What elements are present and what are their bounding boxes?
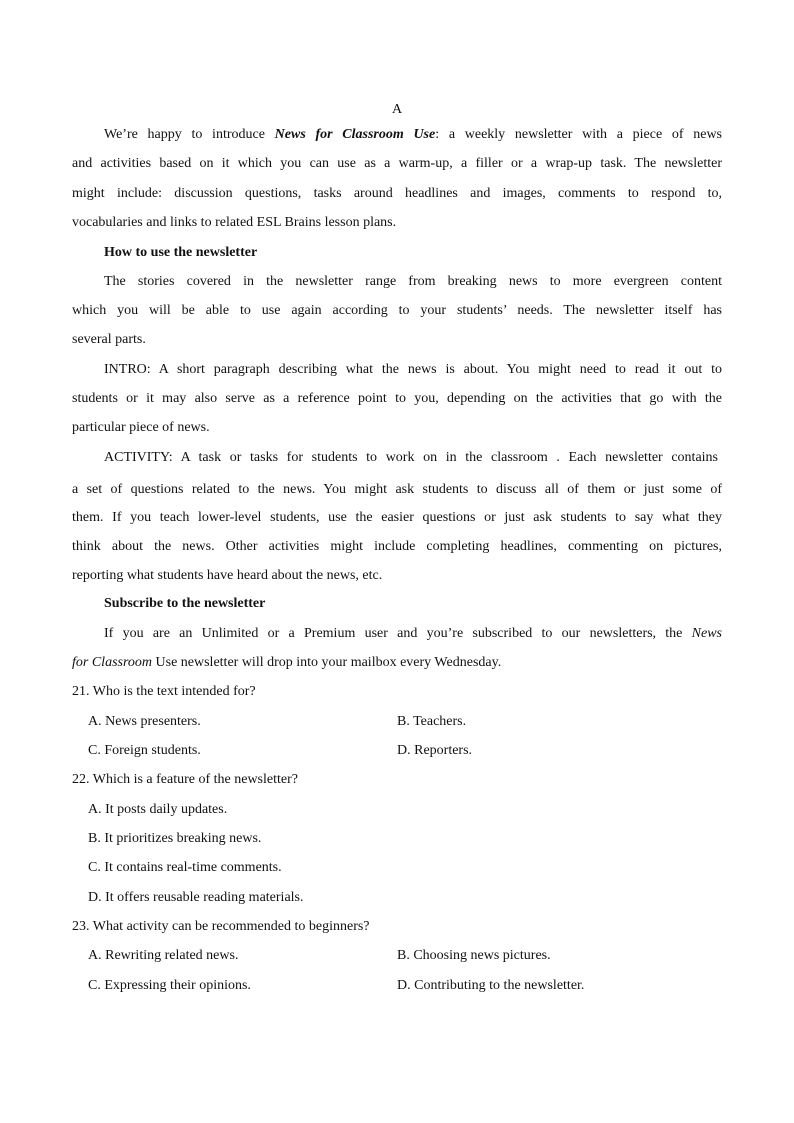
p2-line1: The stories covered in the newsletter range from breaking news to more evergreen content — [104, 274, 722, 289]
p5-line1-start: If you are an Unlimited or a Premium user and you’re subscribed to our newsletters, the — [104, 626, 683, 641]
p5-italic-news: News — [691, 626, 722, 641]
q22-option-c: C. It contains real-time comments. — [88, 860, 282, 875]
q23-option-a: A. Rewriting related news. — [88, 948, 239, 963]
question-21-stem: 21. Who is the text intended for? — [72, 684, 256, 699]
p5-italic-for-classroom: for Classroom — [72, 655, 153, 670]
p4-line2: a set of questions related to the news. You might ask students to discuss all of them or just some of — [72, 482, 722, 497]
q23-option-b: B. Choosing news pictures. — [397, 948, 551, 963]
q23-option-c: C. Expressing their opinions. — [88, 978, 251, 993]
p3-line1: INTRO: A short paragraph describing what the news is about. You might need to read it out to — [104, 362, 722, 377]
p4-line1: ACTIVITY: A task or tasks for students to work on in the classroom . Each newsletter contains — [104, 450, 718, 465]
q22-option-a: A. It posts daily updates. — [88, 802, 228, 817]
p1-line1 — [104, 126, 722, 144]
q21-option-a: A. News presenters. — [88, 714, 201, 729]
p1-intro-end: : a weekly newsletter with a piece of news — [435, 127, 722, 142]
q21-option-b: B. Teachers. — [397, 714, 467, 729]
newsletter-title: News for Classroom Use — [274, 127, 436, 142]
q22-option-b: B. It prioritizes breaking news. — [88, 831, 262, 846]
p4-line5: reporting what students have heard about the news, etc. — [72, 568, 383, 583]
passage-label: A — [391, 102, 403, 117]
q21-option-d: D. Reporters. — [397, 743, 473, 758]
q23-option-d: D. Contributing to the newsletter. — [397, 978, 585, 993]
p2-line2: which you will be able to use again according to your students’ needs. The newsletter itself has — [72, 303, 722, 318]
p4-line4: think about the news. Other activities might include completing headlines, commenting on pictures, — [72, 539, 722, 554]
p1-line4: vocabularies and links to related ESL Brains lesson plans. — [72, 215, 397, 230]
q22-option-d: D. It offers reusable reading materials. — [88, 890, 304, 905]
p1-line2: and activities based on it which you can use as a warm-up, a filler or a wrap-up task. The newsletter — [72, 156, 722, 171]
p1-intro-start: We’re happy to introduce — [104, 127, 265, 142]
p3-line2: students or it may also serve as a reference point to you, depending on the activities that go with the — [72, 391, 722, 406]
p5-line2 — [72, 654, 722, 672]
p2-line3: several parts. — [72, 332, 146, 347]
q21-option-c: C. Foreign students. — [88, 743, 201, 758]
question-22-stem: 22. Which is a feature of the newsletter? — [72, 772, 298, 787]
question-23-stem: 23. What activity can be recommended to beginners? — [72, 919, 370, 934]
p3-line3: particular piece of news. — [72, 420, 210, 435]
heading-subscribe: Subscribe to the newsletter — [104, 596, 266, 611]
heading-how-to-use: How to use the newsletter — [104, 245, 258, 260]
p4-line3: them. If you teach lower-level students, use the easier questions or just ask students to say what they — [72, 510, 722, 525]
p5-line2-end: Use newsletter will drop into your mailbox every Wednesday. — [152, 655, 502, 670]
p1-line3: might include: discussion questions, tasks around headlines and images, comments to respond to, — [72, 186, 722, 201]
p5-line1 — [104, 625, 722, 643]
